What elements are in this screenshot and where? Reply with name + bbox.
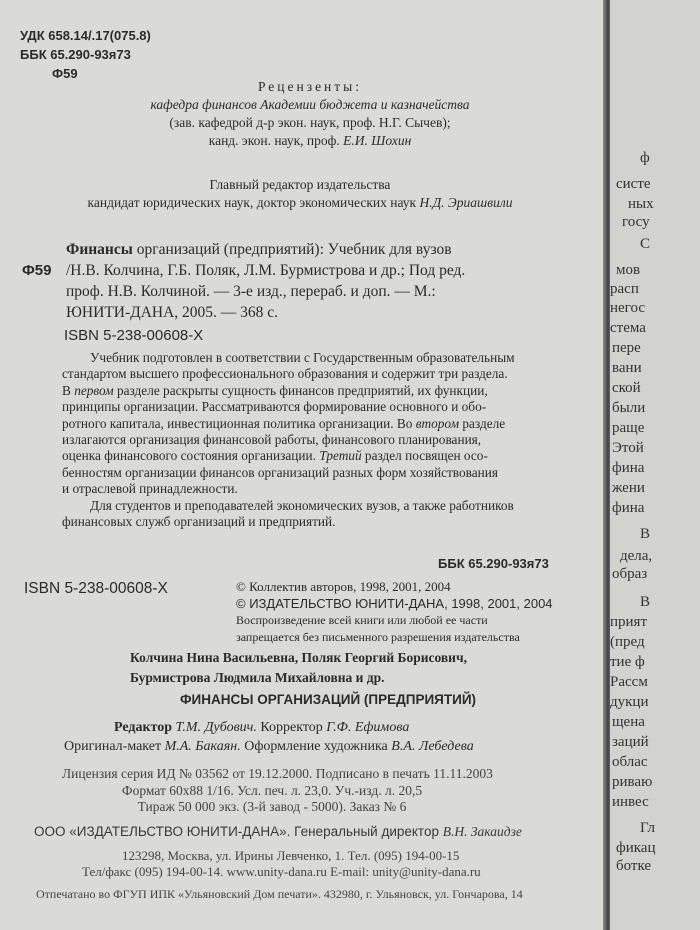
staff-line-1	[64, 718, 474, 737]
right-page-text-fragment: В	[640, 594, 651, 610]
layout-label: Оригинал-макет	[64, 739, 162, 754]
authors-line-2: Бурмистрова Людмила Михайловна и др.	[130, 670, 385, 685]
right-page-text-fragment: ской	[612, 380, 641, 396]
design-name: В.А. Лебедева	[391, 739, 474, 754]
isbn-top: ISBN 5-238-00608-X	[64, 327, 204, 344]
right-page-text-fragment: были	[612, 400, 646, 416]
right-page-text-fragment: расп	[610, 281, 639, 297]
annotation-emphasis: втором	[415, 415, 460, 431]
biblio-cipher: Ф59	[22, 262, 52, 279]
biblio-title-bold: Финансы	[66, 241, 133, 258]
annotation-line: и отраслевой принадлежности.	[62, 481, 238, 497]
biblio-line-2: /Н.В. Колчина, Г.Б. Поляк, Л.М. Бурмистрова и др.; Под ред.	[66, 262, 466, 279]
address-block	[82, 848, 481, 880]
right-page-text-fragment: пере	[612, 340, 641, 356]
reviewer-2-degree: канд. экон. наук, проф.	[208, 133, 340, 148]
design-label: Оформление художника	[244, 739, 388, 754]
book-title: ФИНАНСЫ ОРГАНИЗАЦИЙ (ПРЕДПРИЯТИЙ)	[180, 692, 477, 707]
publisher-line	[34, 824, 522, 840]
license-block	[62, 766, 493, 816]
right-page-text-fragment: жени	[612, 480, 645, 496]
annotation-line: финансовых служб организаций и предприятий.	[62, 514, 336, 530]
isbn-bottom: ISBN 5-238-00608-X	[24, 580, 168, 597]
right-page-text-fragment: ботке	[616, 858, 652, 874]
copyright-publisher: © ИЗДАТЕЛЬСТВО ЮНИТИ-ДАНА, 1998, 2001, 2004	[236, 596, 553, 611]
reviewers-title: Рецензенты:	[257, 79, 363, 94]
annotation-text: разделе раскрыты сущность финансов предприятий, их функции,	[113, 382, 488, 398]
reviewer-1-head: (зав. кафедрой д-р экон. наук, проф. Н.Г. Сычев);	[169, 115, 451, 130]
annotation-line	[62, 383, 574, 399]
annotation-text: ротного капитала, инвестиционная политика организации. Во	[62, 415, 416, 431]
biblio-line-3: проф. Н.В. Колчиной. — 3-е изд., перераб. и доп. — М.:	[66, 283, 436, 300]
corrector-label: Корректор	[260, 720, 323, 735]
chief-editor-block	[60, 176, 540, 212]
reviewers-block	[100, 78, 520, 150]
annotation	[62, 350, 574, 530]
annotation-line: бенностям организации финансов организаций разных форм хозяйствования	[62, 464, 498, 480]
right-page-text-fragment: дела,	[620, 548, 653, 564]
right-page-text-fragment: систе	[616, 176, 651, 192]
right-page-text-fragment: тие ф	[610, 654, 645, 670]
right-page-text-fragment: раще	[612, 420, 645, 436]
annotation-line	[62, 448, 574, 464]
annotation-text: В	[62, 382, 75, 398]
bbk-code: ББК 65.290-93я73	[20, 47, 131, 62]
license-line-1: Лицензия серия ИД № 03562 от 19.12.2000. Подписано в печать 11.11.2003	[62, 766, 493, 781]
right-page-text-fragment: госу	[622, 214, 650, 230]
reviewer-2	[100, 132, 520, 150]
annotation-line: принципы организации. Рассматриваются формирование основного и обо-	[62, 399, 487, 415]
staff-block	[64, 718, 474, 756]
license-line-3: Тираж 50 000 экз. (3-й завод - 5000). Заказ № 6	[137, 799, 407, 814]
right-page-text-fragment: Гл	[640, 820, 656, 836]
right-page-text-fragment: дукци	[610, 694, 649, 710]
biblio-title-rest: организаций (предприятий): Учебник для вузов	[136, 241, 452, 258]
address-line-1: 123298, Москва, ул. Ирины Левченко, 1. Тел. (095) 194-00-15	[122, 848, 460, 863]
publisher-name: ООО «ИЗДАТЕЛЬСТВО ЮНИТИ-ДАНА». Генеральный директор	[34, 824, 439, 839]
right-page-text-fragment: Этой	[612, 440, 644, 456]
right-page-text-fragment: фина	[612, 500, 645, 516]
udk-code: УДК 658.14/.17(075.8)	[20, 28, 151, 43]
copyright-notice-1: Воспроизведение всей книги или любой ее части	[236, 613, 488, 627]
right-page-text-fragment: мов	[616, 262, 641, 278]
right-page-text-fragment: фина	[612, 460, 645, 476]
right-page-text-fragment: вани	[612, 360, 642, 376]
right-page-text-fragment: ф	[640, 150, 650, 166]
editor-label: Редактор	[114, 720, 173, 735]
classification-codes	[20, 26, 151, 83]
annotation-text: разделе	[459, 415, 506, 431]
editor-name: Т.М. Дубович.	[175, 720, 257, 735]
author-cipher: Ф59	[52, 66, 78, 81]
copyright-block	[236, 578, 553, 646]
right-page-text-fragment: риваю	[612, 774, 653, 790]
right-page-text-fragment: облас	[612, 754, 648, 770]
chief-editor-credentials	[60, 194, 540, 212]
annotation-line: стандартом высшего профессионального образования и содержит три раздела.	[62, 366, 508, 382]
right-page	[610, 0, 700, 930]
annotation-line: Для студентов и преподавателей экономических вузов, а также работников	[90, 497, 514, 513]
annotation-line: Учебник подготовлен в соответствии с Государственным образовательным	[90, 350, 515, 365]
printing-house: Отпечатано во ФГУП ИПК «Ульяновский Дом печати». 432980, г. Ульяновск, ул. Гончарова, 14	[36, 887, 523, 901]
right-page-text-fragment: заций	[612, 734, 649, 750]
right-page-text-fragment: (пред	[610, 634, 645, 650]
annotation-emphasis: первом	[74, 382, 114, 398]
authors-block	[130, 648, 467, 688]
right-page-text-fragment: негос	[610, 300, 645, 316]
right-page-text-fragment: инвес	[612, 794, 649, 810]
right-page-text-fragment: прият	[610, 614, 648, 630]
annotation-line: излагаются организация финансовой работы, финансового планирования,	[62, 432, 482, 448]
right-page-text-fragment: фикац	[616, 840, 656, 856]
annotation-text: оценка финансового состояния организации.	[62, 448, 320, 464]
copyright-notice-2: запрещается без письменного разрешения издательства	[236, 630, 520, 644]
chief-editor-degree: кандидат юридических наук, доктор экономических наук	[87, 195, 417, 210]
bbk-bottom: ББК 65.290-93я73	[438, 556, 549, 571]
right-page-text-fragment: щена	[612, 714, 645, 730]
reviewer-2-name: Е.И. Шохин	[343, 133, 412, 148]
right-page-text-fragment: В	[640, 526, 651, 542]
chief-editor-title: Главный редактор издательства	[209, 177, 391, 192]
corrector-name: Г.Ф. Ефимова	[326, 720, 410, 735]
address-line-2: Тел/факс (095) 194-00-14. www.unity-dana.ru E-mail: unity@unity-dana.ru	[82, 864, 481, 879]
right-page-text-fragment: Рассм	[610, 674, 648, 690]
annotation-line	[62, 416, 574, 432]
copyright-authors: © Коллектив авторов, 1998, 2001, 2004	[236, 579, 451, 594]
layout-name: М.А. Бакаян.	[164, 739, 241, 754]
biblio-line-1	[66, 240, 452, 260]
right-page-text-fragment: ных	[628, 196, 654, 212]
right-page-text-fragment: образ	[612, 566, 648, 582]
right-page-text-fragment: стема	[610, 320, 646, 336]
authors-line-1: Колчина Нина Васильевна, Поляк Георгий Борисович,	[130, 650, 467, 665]
chief-editor-name: Н.Д. Эриашвили	[419, 195, 513, 210]
annotation-emphasis: Третий	[319, 448, 362, 464]
staff-line-2	[64, 737, 474, 756]
license-line-2: Формат 60x88 1/16. Усл. печ. л. 23,0. Уч.-изд. л. 20,5	[121, 782, 423, 798]
right-page-text-fragment: С	[640, 236, 651, 252]
publisher-director: В.Н. Закаидзе	[442, 824, 522, 839]
biblio-line-4: ЮНИТИ-ДАНА, 2005. — 368 с.	[66, 304, 279, 321]
annotation-text: раздел посвящен осо-	[361, 448, 488, 464]
reviewer-1: кафедра финансов Академии бюджета и казначейства	[150, 97, 470, 112]
